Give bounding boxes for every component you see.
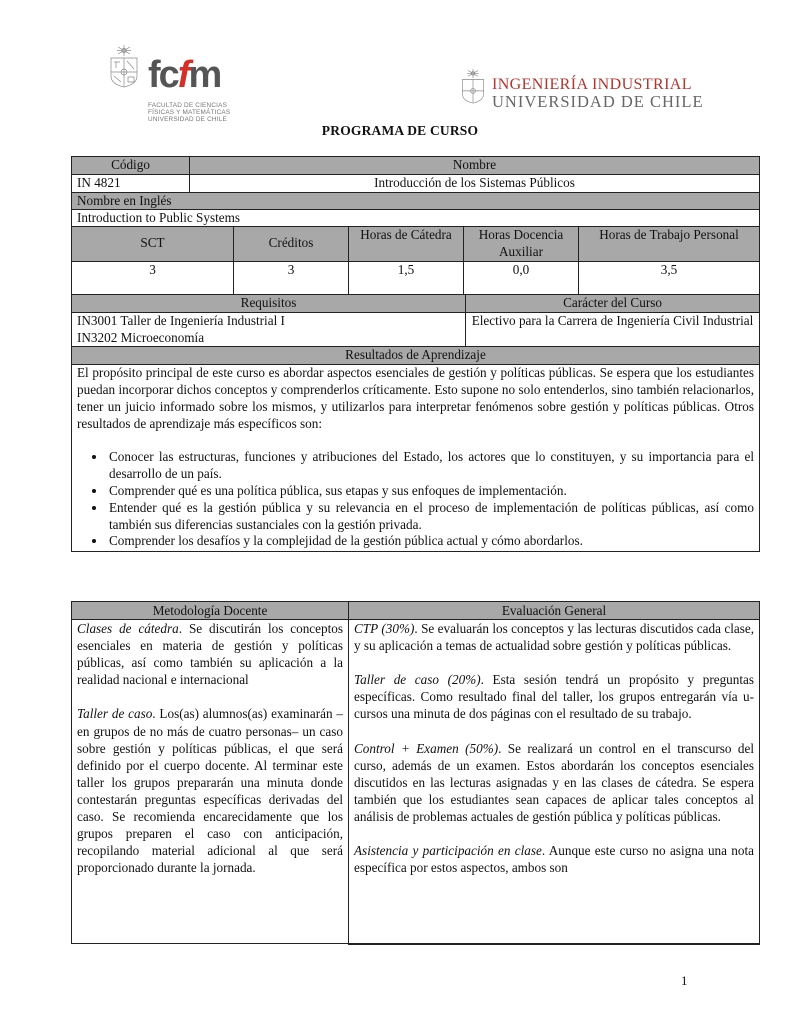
course-name: Introducción de los Sistemas Públicos [190,174,760,192]
ingenieria-industrial-title: INGENIERÍA INDUSTRIAL [492,76,692,93]
horas-trabajo-personal-header: Horas de Trabajo Personal [579,227,760,262]
evaluacion-item: CTP (30%). Se evaluarán los conceptos y las lecturas discutidos cada clase, y su aplicación a temas de actualidad sobre gestión y políticas públicas. [354,621,754,654]
english-name: Introduction to Public Systems [72,210,760,228]
metodologia-item: Clases de cátedra. Se discutirán los conceptos esenciales en materia de gestión y políticas públicas, así como también su aplicación a la realidad nacional e internacional [77,621,343,688]
metodologia-item-title: Clases de cátedra [77,621,179,637]
caracter-value: Electivo para la Carrera de Ingeniería Civil Industrial [466,312,760,347]
metodologia-content [72,620,349,944]
evaluacion-item-title: CTP (30%) [354,621,415,637]
horas-auxiliar-header: Horas Docencia Auxiliar [464,227,579,262]
requisito-item: IN3202 Microeconomía [77,329,205,345]
evaluacion-item-title: Control + Examen (50%) [354,740,499,756]
resultado-item: • Conocer las estructuras, funciones y atribuciones del Estado, los actores que lo constituyen, y su importancia para el desarrollo de un país. [107,449,754,483]
evaluacion-item-title: Asistencia y participación en clase [354,843,542,859]
universidad-de-chile-subtitle: UNIVERSIDAD DE CHILE [492,92,704,111]
evaluacion-header: Evaluación General [349,602,760,620]
sct-header: SCT [72,227,234,262]
evaluacion-item: Asistencia y participación en clase. Aunque este curso no asigna una nota específica por estos aspectos, ambos son [354,843,754,876]
hours-values-row [72,261,760,295]
english-name-header: Nombre en Inglés [72,192,760,210]
hours-header-row [72,227,760,262]
resultados-content [72,365,760,552]
metodologia-item-title: Taller de caso [77,706,153,722]
caracter-header: Carácter del Curso [466,295,760,313]
requisitos-header: Requisitos [72,295,466,313]
requisitos-list [72,312,466,347]
requisito-item: IN3001 Taller de Ingeniería Industrial I [77,312,285,328]
evaluacion-item-title: Taller de caso (20%) [354,672,481,688]
metodologia-header: Metodología Docente [72,602,349,620]
sct-value: 3 [72,261,234,295]
requisitos-table [71,294,760,552]
resultado-item: • Comprender los desafíos y la complejidad de la gestión pública actual y cómo abordarlos. [107,533,754,550]
page-title: PROGRAMA DE CURSO [321,123,479,138]
creditos-header: Créditos [234,227,349,262]
methodology-evaluation-table [71,601,760,945]
resultado-item: • Comprender qué es una política pública, sus etapas y sus enfoques de implementación. [107,483,754,500]
page-number: 1 [681,973,688,988]
evaluacion-item: Control + Examen (50%). Se realizará un control en el transcurso del curso, además de un examen. Estos abordarán los conceptos esenciales discutidos en las lecturas asignadas y en las clases de cátedra. Se espera también que los estudiantes sean capaces de aplicar tales conceptos al análisis de problemas actuales de gestión pública y políticas públicas. [354,740,754,824]
university-crest-icon [108,44,140,88]
horas-auxiliar-value: 0,0 [464,261,579,295]
horas-catedra-value: 1,5 [349,261,464,295]
resultados-header: Resultados de Aprendizaje [72,347,760,365]
evaluacion-item: Taller de caso (20%). Esta sesión tendrá un propósito y preguntas específicas. Como resultado final del taller, los grupos entregarán vía u-cursos una minuta de dos páginas con el resultado de su trabajo. [354,672,754,722]
fcfm-wordmark: fcfm [148,54,221,96]
codigo-nombre-row [72,174,760,192]
horas-trabajo-personal-value: 3,5 [579,261,760,295]
codigo-header: Código [72,157,190,175]
resultados-list [77,449,754,550]
fcfm-logo [108,44,233,126]
horas-catedra-header: Horas de Cátedra [349,227,464,262]
resultados-intro: El propósito principal de este curso es abordar aspectos esenciales de gestión y políticas públicas. Se espera que los estudiantes puedan incorporar dichos conceptos y comprenderlos críticamente. Esto supone no solo entenderlos, sino también relacionarlos, tener un juicio informado sobre los mismos, y utilizarlos para interpretar fenómenos sobre gestión y políticas públicas. Otros resultados de aprendizaje más específicos son: [77,365,754,431]
nombre-header: Nombre [190,157,760,175]
creditos-value: 3 [234,261,349,295]
course-code: IN 4821 [72,174,190,192]
metodologia-item: Taller de caso. Los(as) alumnos(as) examinarán –en grupos de no más de cuatro personas– un caso sobre gestión y políticas públicas, el que será definido por el cuerpo docente. Al terminar este taller los grupos prepararán una minuta donde contestarán preguntas específicas derivadas del caso. Se recomienda encarecidamente que los grupos preparen el caso con anticipación, recopilando material adicional al que será proporcionado durante la jornada. [77,706,343,876]
ingenieria-industrial-logo [460,62,704,111]
fcfm-subtitle: FACULTAD DE CIENCIAS FÍSICAS Y MATEMÁTICAS UNIVERSIDAD DE CHILE [148,102,231,123]
codigo-nombre-header-row [72,157,760,175]
resultado-item: • Entender qué es la gestión pública y su relevancia en el proceso de implementación de políticas públicas, así como también sus diferencias sustanciales con la gestión privada. [107,500,754,534]
hours-table [71,226,760,296]
university-crest-icon [460,64,486,108]
evaluacion-content [349,620,760,944]
course-info-table [71,156,760,228]
